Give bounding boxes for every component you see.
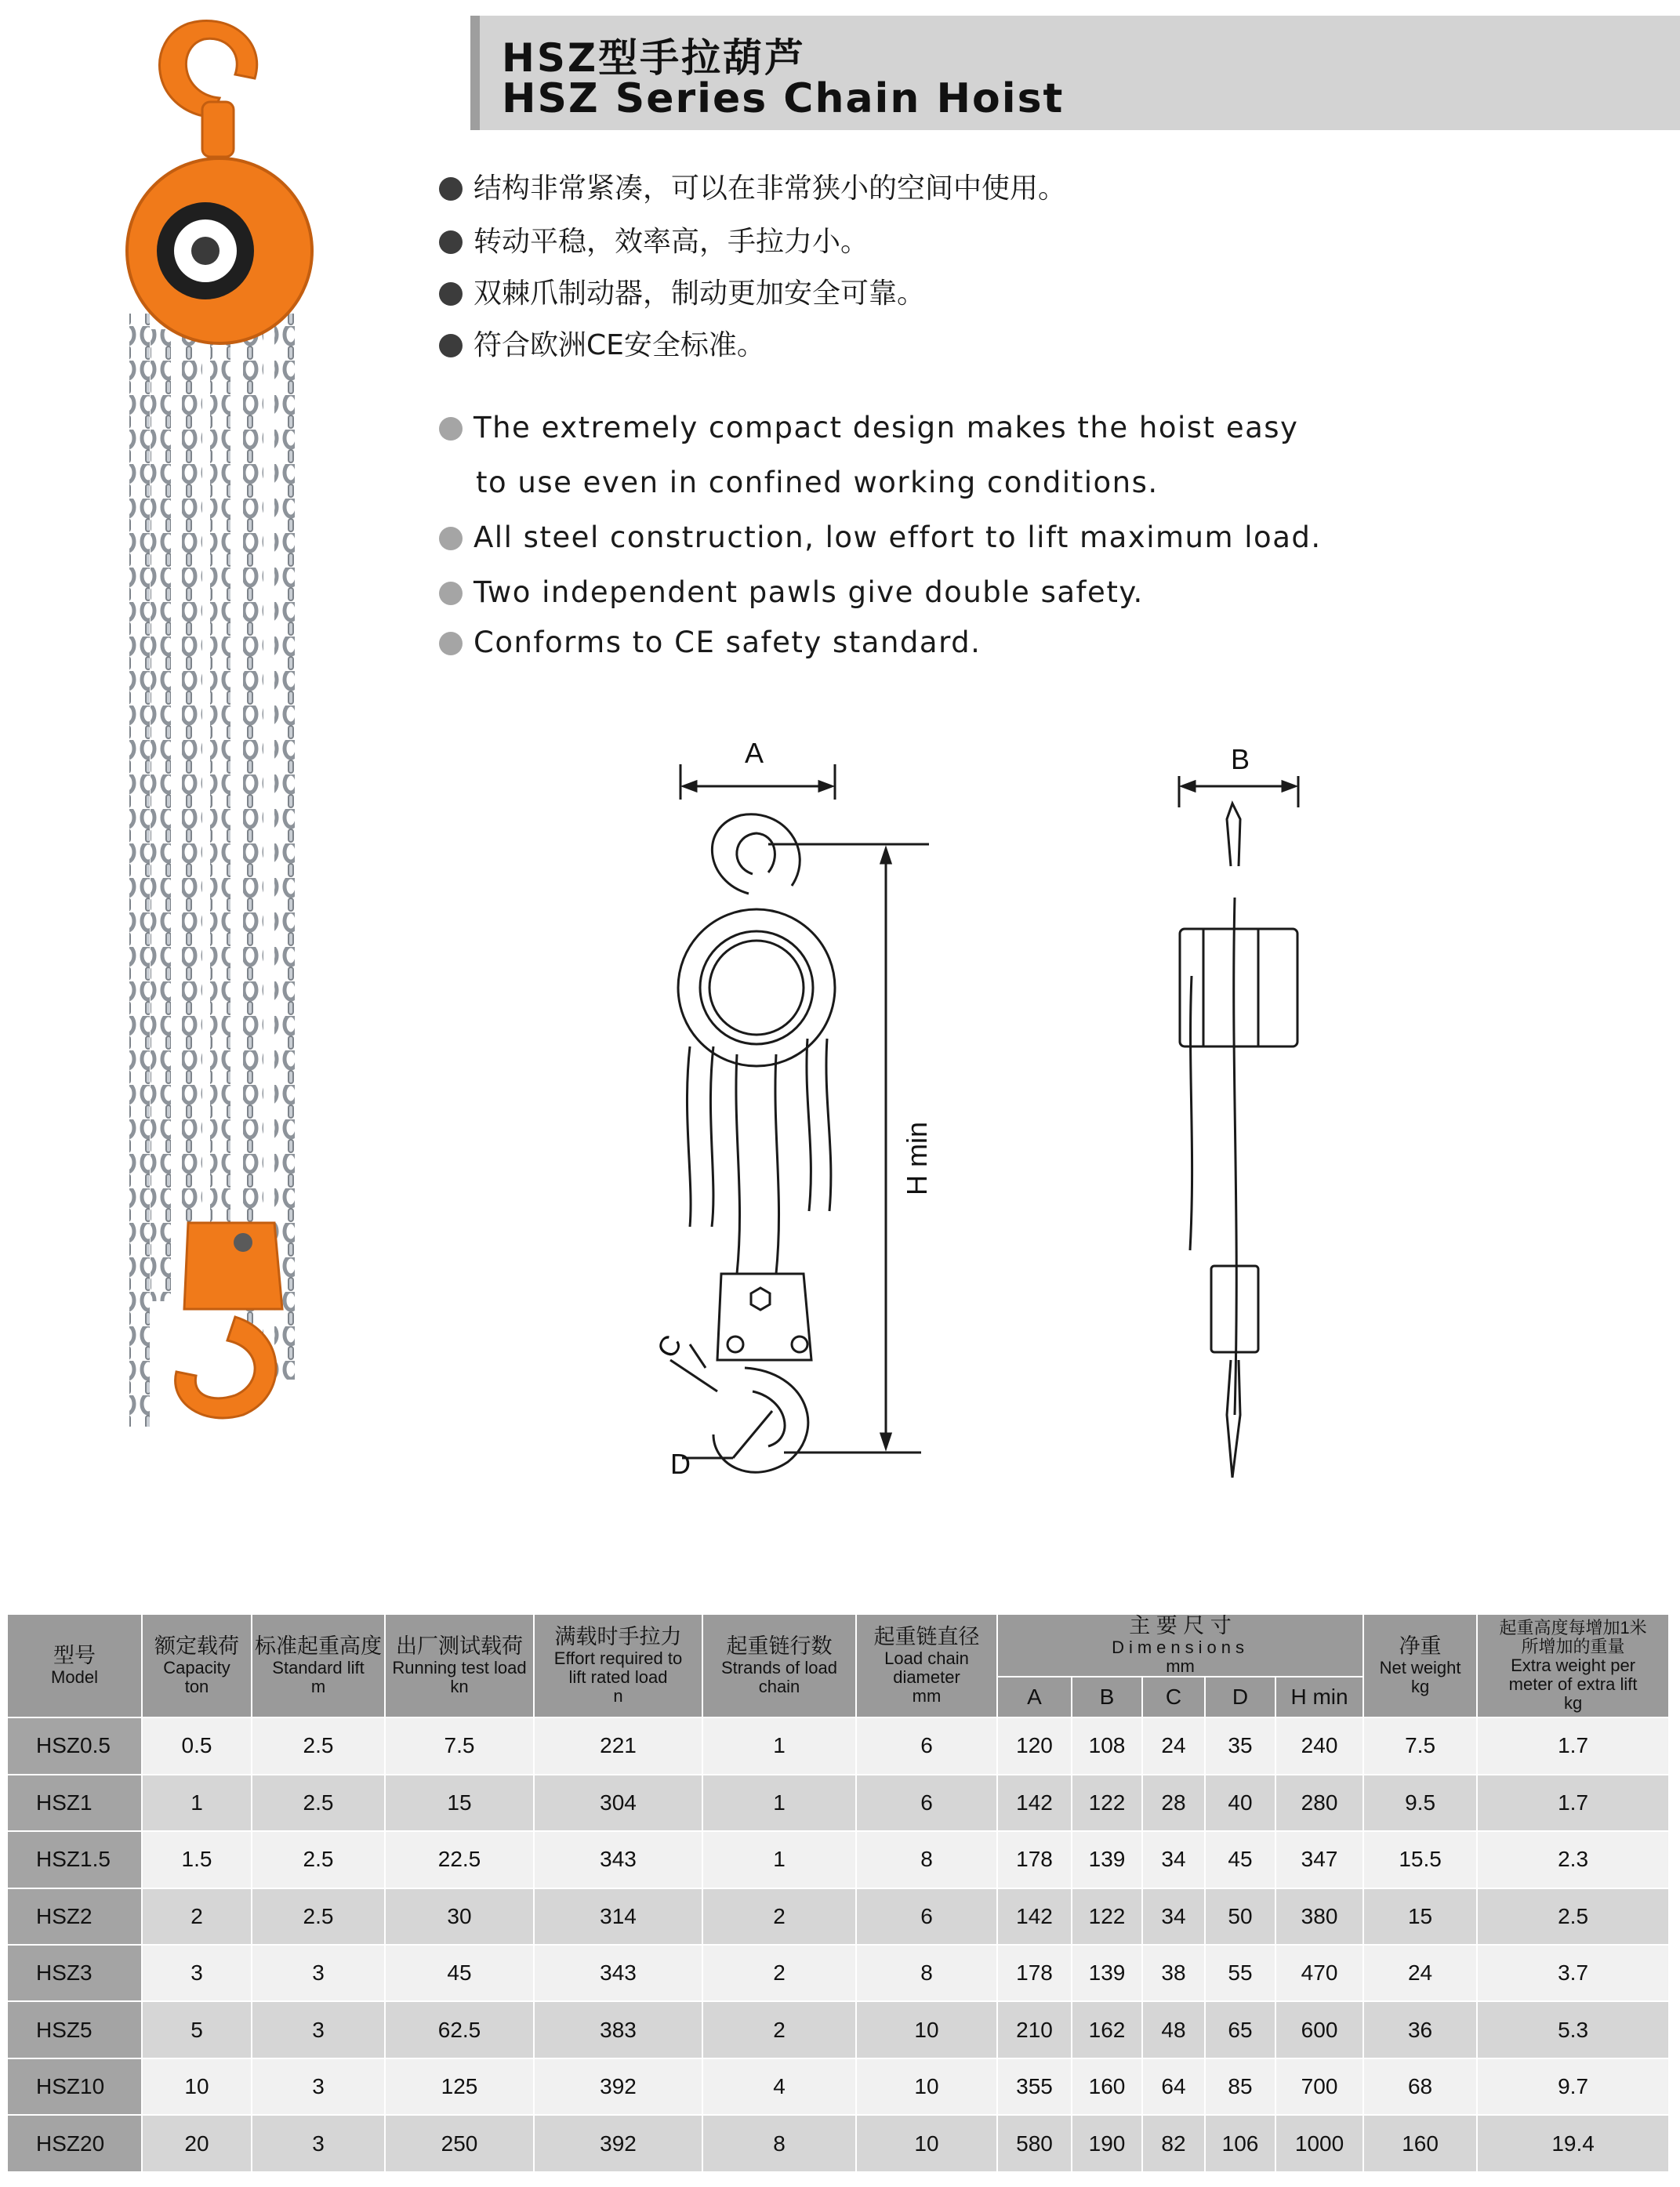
table-cell: 24 [1142,1717,1205,1774]
table-cell: 50 [1205,1888,1275,1945]
table-cell: 600 [1275,2001,1363,2058]
table-cell: 3 [252,1945,385,2001]
header-dim-h-min: H min [1275,1677,1363,1717]
top-hook [160,20,257,157]
product-photo [118,16,306,1427]
feature-cn-1: 结构非常紧凑，可以在非常狭小的空间中使用。 [439,166,1066,206]
table-cell: 15 [1363,1888,1477,1945]
table-cell: 392 [534,2115,702,2172]
table-cell: 8 [702,2115,856,2172]
title-chinese: HSZ型手拉葫芦 [502,35,807,81]
front-view-drawing [650,737,956,1493]
table-cell: 10 [856,2058,997,2115]
dimension-a [680,737,835,800]
pulley-block [184,1223,282,1309]
header-capacity: 额定载荷 Capacity ton [142,1614,252,1717]
table-cell: 2 [702,1945,856,2001]
header-dim-b: B [1072,1677,1142,1717]
table-cell: 34 [1142,1831,1205,1888]
model-cell: HSZ5 [7,2001,142,2058]
header-net-weight: 净重 Net weight kg [1363,1614,1477,1717]
table-cell: 355 [997,2058,1072,2115]
bullet-icon [439,582,463,605]
table-cell: 6 [856,1717,997,1774]
table-cell: 8 [856,1945,997,2001]
table-cell: 280 [1275,1775,1363,1831]
feature-en-4: Conforms to CE safety standard. [439,626,981,659]
table-cell: 470 [1275,1945,1363,2001]
table-cell: 5 [142,2001,252,2058]
table-cell: 64 [1142,2058,1205,2115]
table-cell: 343 [534,1831,702,1888]
table-cell: 3 [142,1945,252,2001]
table-cell: 7.5 [385,1717,534,1774]
table-cell: 10 [856,2001,997,2058]
table-cell: 380 [1275,1888,1363,1945]
table-cell: 24 [1363,1945,1477,2001]
table-cell: 82 [1142,2115,1205,2172]
feature-cn-2: 转动平稳，效率高，手拉力小。 [439,219,869,259]
table-cell: 4 [702,2058,856,2115]
table-cell: 38 [1142,1945,1205,2001]
table-cell: 10 [142,2058,252,2115]
table-cell: 580 [997,2115,1072,2172]
header-standard-lift: 标准起重高度 Standard lift m [252,1614,385,1717]
table-row [7,2001,1669,2058]
side-pulley-block [1211,1266,1258,1352]
front-hook-top [712,814,800,894]
front-wheel [678,909,835,1066]
feature-en-2: All steel construction, low effort to lift maximum load. [439,520,1322,554]
table-cell: 9.7 [1477,2058,1669,2115]
feature-cn-4: 符合欧洲CE安全标准。 [439,323,765,363]
header-chain-diameter: 起重链直径 Load chain diameter mm [856,1614,997,1717]
table-cell: 250 [385,2115,534,2172]
dimension-b [1179,743,1298,807]
table-cell: 2.3 [1477,1831,1669,1888]
title-english: HSZ Series Chain Hoist [502,75,1065,122]
table-cell: 106 [1205,2115,1275,2172]
table-cell: 314 [534,1888,702,1945]
table-cell: 48 [1142,2001,1205,2058]
table-cell: 68 [1363,2058,1477,2115]
front-hook-bottom [713,1368,808,1472]
model-cell: HSZ1 [7,1775,142,1831]
table-cell: 7.5 [1363,1717,1477,1774]
specification-table [6,1613,1670,2173]
table-cell: 142 [997,1775,1072,1831]
table-cell: 347 [1275,1831,1363,1888]
table-cell: 36 [1363,2001,1477,2058]
model-cell: HSZ10 [7,2058,142,2115]
table-cell: 3.7 [1477,1945,1669,2001]
table-cell: 30 [385,1888,534,1945]
label-b: B [1231,743,1250,775]
label-d: D [670,1448,691,1480]
table-cell: 1 [702,1717,856,1774]
label-h: H min [901,1121,933,1195]
table-cell: 3 [252,2115,385,2172]
table-row [7,2058,1669,2115]
table-cell: 62.5 [385,2001,534,2058]
header-dimensions: 主 要 尺 寸 Dimensions mm [997,1614,1363,1677]
table-cell: 221 [534,1717,702,1774]
table-row [7,1831,1669,1888]
feature-en-1: The extremely compact design makes the hoist easy [439,411,1298,444]
header-dim-a: A [997,1677,1072,1717]
table-cell: 160 [1072,2058,1142,2115]
table-cell: 1.7 [1477,1717,1669,1774]
header-strands: 起重链行数 Strands of load chain [702,1614,856,1717]
table-cell: 3 [252,2001,385,2058]
header-effort: 满载时手拉力 Effort required to lift rated load n [534,1614,702,1717]
model-cell: HSZ1.5 [7,1831,142,1888]
table-cell: 2 [702,2001,856,2058]
bullet-icon [439,334,463,357]
table-cell: 1 [702,1831,856,1888]
bullet-icon [439,632,463,655]
table-cell: 40 [1205,1775,1275,1831]
title-banner [470,16,1680,130]
table-cell: 6 [856,1775,997,1831]
table-row [7,1717,1669,1774]
table-cell: 392 [534,2058,702,2115]
table-cell: 3 [252,2058,385,2115]
table-cell: 1 [702,1775,856,1831]
table-cell: 108 [1072,1717,1142,1774]
bullet-icon [439,417,463,441]
table-cell: 8 [856,1831,997,1888]
table-cell: 343 [534,1945,702,2001]
table-cell: 210 [997,2001,1072,2058]
label-a: A [745,737,764,769]
side-view-drawing [1168,741,1325,1493]
table-cell: 139 [1072,1831,1142,1888]
table-cell: 240 [1275,1717,1363,1774]
table-cell: 160 [1363,2115,1477,2172]
table-cell: 34 [1142,1888,1205,1945]
table-cell: 45 [385,1945,534,2001]
table-cell: 85 [1205,2058,1275,2115]
table-cell: 142 [997,1888,1072,1945]
table-cell: 1.5 [142,1831,252,1888]
hoist-body [127,158,312,343]
table-row [7,2115,1669,2172]
model-cell: HSZ20 [7,2115,142,2172]
table-cell: 700 [1275,2058,1363,2115]
table-cell: 125 [385,2058,534,2115]
header-extra-weight: 起重高度每增加1米 所增加的重量 Extra weight per meter of extra lift kg [1477,1614,1669,1717]
table-cell: 2 [142,1888,252,1945]
side-hook-bottom [1227,1360,1240,1478]
model-cell: HSZ2 [7,1888,142,1945]
table-cell: 5.3 [1477,2001,1669,2058]
table-cell: 178 [997,1945,1072,2001]
dimension-h [768,844,933,1453]
table-cell: 178 [997,1831,1072,1888]
table-cell: 383 [534,2001,702,2058]
table-cell: 6 [856,1888,997,1945]
model-cell: HSZ3 [7,1945,142,2001]
table-cell: 304 [534,1775,702,1831]
side-chains [1190,898,1236,1415]
table-cell: 120 [997,1717,1072,1774]
bottom-hook [176,1317,276,1418]
header-model: 型号 Model [7,1614,142,1717]
table-cell: 19.4 [1477,2115,1669,2172]
bullet-icon [439,282,463,306]
table-row [7,1888,1669,1945]
dimension-d [670,1411,772,1480]
table-cell: 1 [142,1775,252,1831]
table-cell: 1.7 [1477,1775,1669,1831]
bullet-icon [439,527,463,550]
table-cell: 9.5 [1363,1775,1477,1831]
table-row [7,1945,1669,2001]
table-cell: 55 [1205,1945,1275,2001]
side-hook-top [1227,803,1240,866]
table-cell: 1000 [1275,2115,1363,2172]
dimension-c [650,1329,717,1391]
table-cell: 2.5 [252,1775,385,1831]
side-body [1180,929,1297,1046]
header-dim-c: C [1142,1677,1205,1717]
table-cell: 35 [1205,1717,1275,1774]
table-cell: 65 [1205,2001,1275,2058]
header-test-load: 出厂测试载荷 Running test load kn [385,1614,534,1717]
feature-en-3: Two independent pawls give double safety. [439,575,1144,609]
table-row [7,1775,1669,1831]
table-cell: 15.5 [1363,1831,1477,1888]
bullet-icon [439,230,463,254]
table-body [7,1717,1669,2172]
table-cell: 28 [1142,1775,1205,1831]
header-dim-d: D [1205,1677,1275,1717]
feature-cn-3: 双棘爪制动器，制动更加安全可靠。 [439,271,925,311]
table-cell: 22.5 [385,1831,534,1888]
table-cell: 0.5 [142,1717,252,1774]
feature-en-1-continued: to use even in confined working conditions. [476,466,1159,499]
table-cell: 162 [1072,2001,1142,2058]
table-cell: 122 [1072,1888,1142,1945]
front-pulley-block [717,1274,811,1360]
table-cell: 2.5 [252,1888,385,1945]
table-cell: 122 [1072,1775,1142,1831]
table-cell: 2.5 [1477,1888,1669,1945]
table-cell: 2.5 [252,1831,385,1888]
table-cell: 15 [385,1775,534,1831]
front-chains [687,1039,830,1274]
model-cell: HSZ0.5 [7,1717,142,1774]
table-cell: 139 [1072,1945,1142,2001]
label-c: C [650,1329,688,1363]
bullet-icon [439,177,463,201]
table-cell: 2 [702,1888,856,1945]
table-cell: 2.5 [252,1717,385,1774]
table-cell: 10 [856,2115,997,2172]
table-cell: 45 [1205,1831,1275,1888]
table-cell: 190 [1072,2115,1142,2172]
table-cell: 20 [142,2115,252,2172]
